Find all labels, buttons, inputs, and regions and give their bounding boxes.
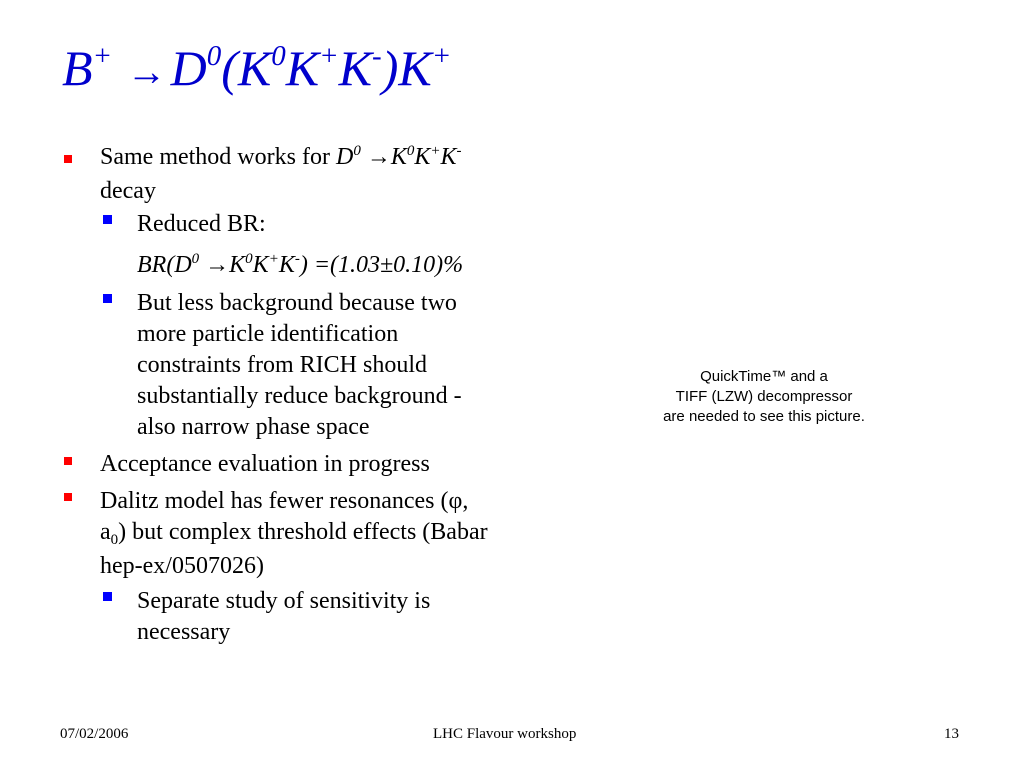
- k: K: [414, 144, 431, 170]
- k: K: [440, 144, 457, 170]
- title-k0-sup: 0: [271, 40, 286, 72]
- title-km-sup: -: [372, 40, 382, 72]
- title-kp-sup: +: [319, 40, 339, 72]
- qt-line: are needed to see this picture.: [663, 408, 865, 425]
- sup: 0: [191, 251, 200, 267]
- bullet-same-method: [100, 142, 570, 207]
- quicktime-placeholder: [630, 367, 898, 427]
- bullet-dalitz: [100, 486, 580, 582]
- footer-page-number: 13: [944, 726, 959, 742]
- line: But less background because two: [137, 290, 457, 316]
- title-k2: K: [338, 40, 373, 96]
- title-d-sup: 0: [206, 40, 222, 72]
- bullet-text-line2: decay: [100, 178, 156, 204]
- title-d: D: [170, 40, 207, 96]
- bullet-acceptance: Acceptance evaluation in progress: [100, 451, 430, 477]
- sup: -: [456, 143, 462, 159]
- bullet-text: Same method works for: [100, 144, 336, 170]
- line: Dalitz model has fewer resonances (φ,: [100, 488, 469, 514]
- k: K: [278, 252, 295, 278]
- line: hep-ex/0507026): [100, 553, 264, 579]
- sup: +: [268, 251, 279, 267]
- title-arrow: →: [126, 49, 167, 94]
- line: more particle identification: [137, 321, 399, 347]
- sub-bullet-reduced-br: Reduced BR:: [137, 211, 266, 237]
- sup: +: [430, 143, 441, 159]
- qt-line: QuickTime™ and a: [700, 368, 828, 385]
- arrow: →: [199, 252, 230, 278]
- title-close: )K: [381, 40, 432, 96]
- footer-title: LHC Flavour workshop: [433, 726, 577, 742]
- title-b-sup: +: [92, 40, 113, 72]
- d-meson: D: [335, 144, 354, 170]
- br-a: BR(D: [137, 252, 192, 278]
- sup: -: [294, 251, 300, 267]
- sub-bullet-marker: [103, 215, 112, 224]
- line: substantially reduce background -: [137, 383, 462, 409]
- sup: 0: [406, 143, 415, 159]
- bullet-marker: [64, 457, 72, 465]
- sub-bullet-less-background: [137, 288, 577, 443]
- sub-bullet-separate-study: [137, 586, 430, 648]
- k: K: [229, 252, 246, 278]
- k: K: [252, 252, 269, 278]
- sub-bullet-marker: [103, 294, 112, 303]
- sup: 0: [245, 251, 253, 267]
- title-final-sup: +: [431, 40, 452, 72]
- k: K: [390, 144, 407, 170]
- sup: 0: [353, 143, 361, 159]
- title-b: B: [62, 40, 93, 96]
- arrow: →: [360, 144, 391, 170]
- title-open: (K: [221, 40, 272, 96]
- line: ) but complex threshold effects (Babar: [118, 519, 488, 545]
- line: constraints from RICH should: [137, 352, 427, 378]
- br-formula: [137, 250, 463, 284]
- bullet-marker: [64, 493, 72, 501]
- line: also narrow phase space: [137, 414, 370, 440]
- footer-date: 07/02/2006: [60, 726, 129, 742]
- line: necessary: [137, 619, 231, 645]
- qt-line: TIFF (LZW) decompressor: [675, 388, 853, 405]
- sub-bullet-marker: [103, 592, 112, 601]
- sub: 0: [110, 532, 119, 548]
- line: Separate study of sensitivity is: [137, 588, 431, 614]
- title-k: K: [285, 40, 320, 96]
- br-rest: ) =(1.03±0.10)%: [299, 252, 464, 278]
- a0: a: [100, 519, 111, 545]
- bullet-marker: [64, 155, 72, 163]
